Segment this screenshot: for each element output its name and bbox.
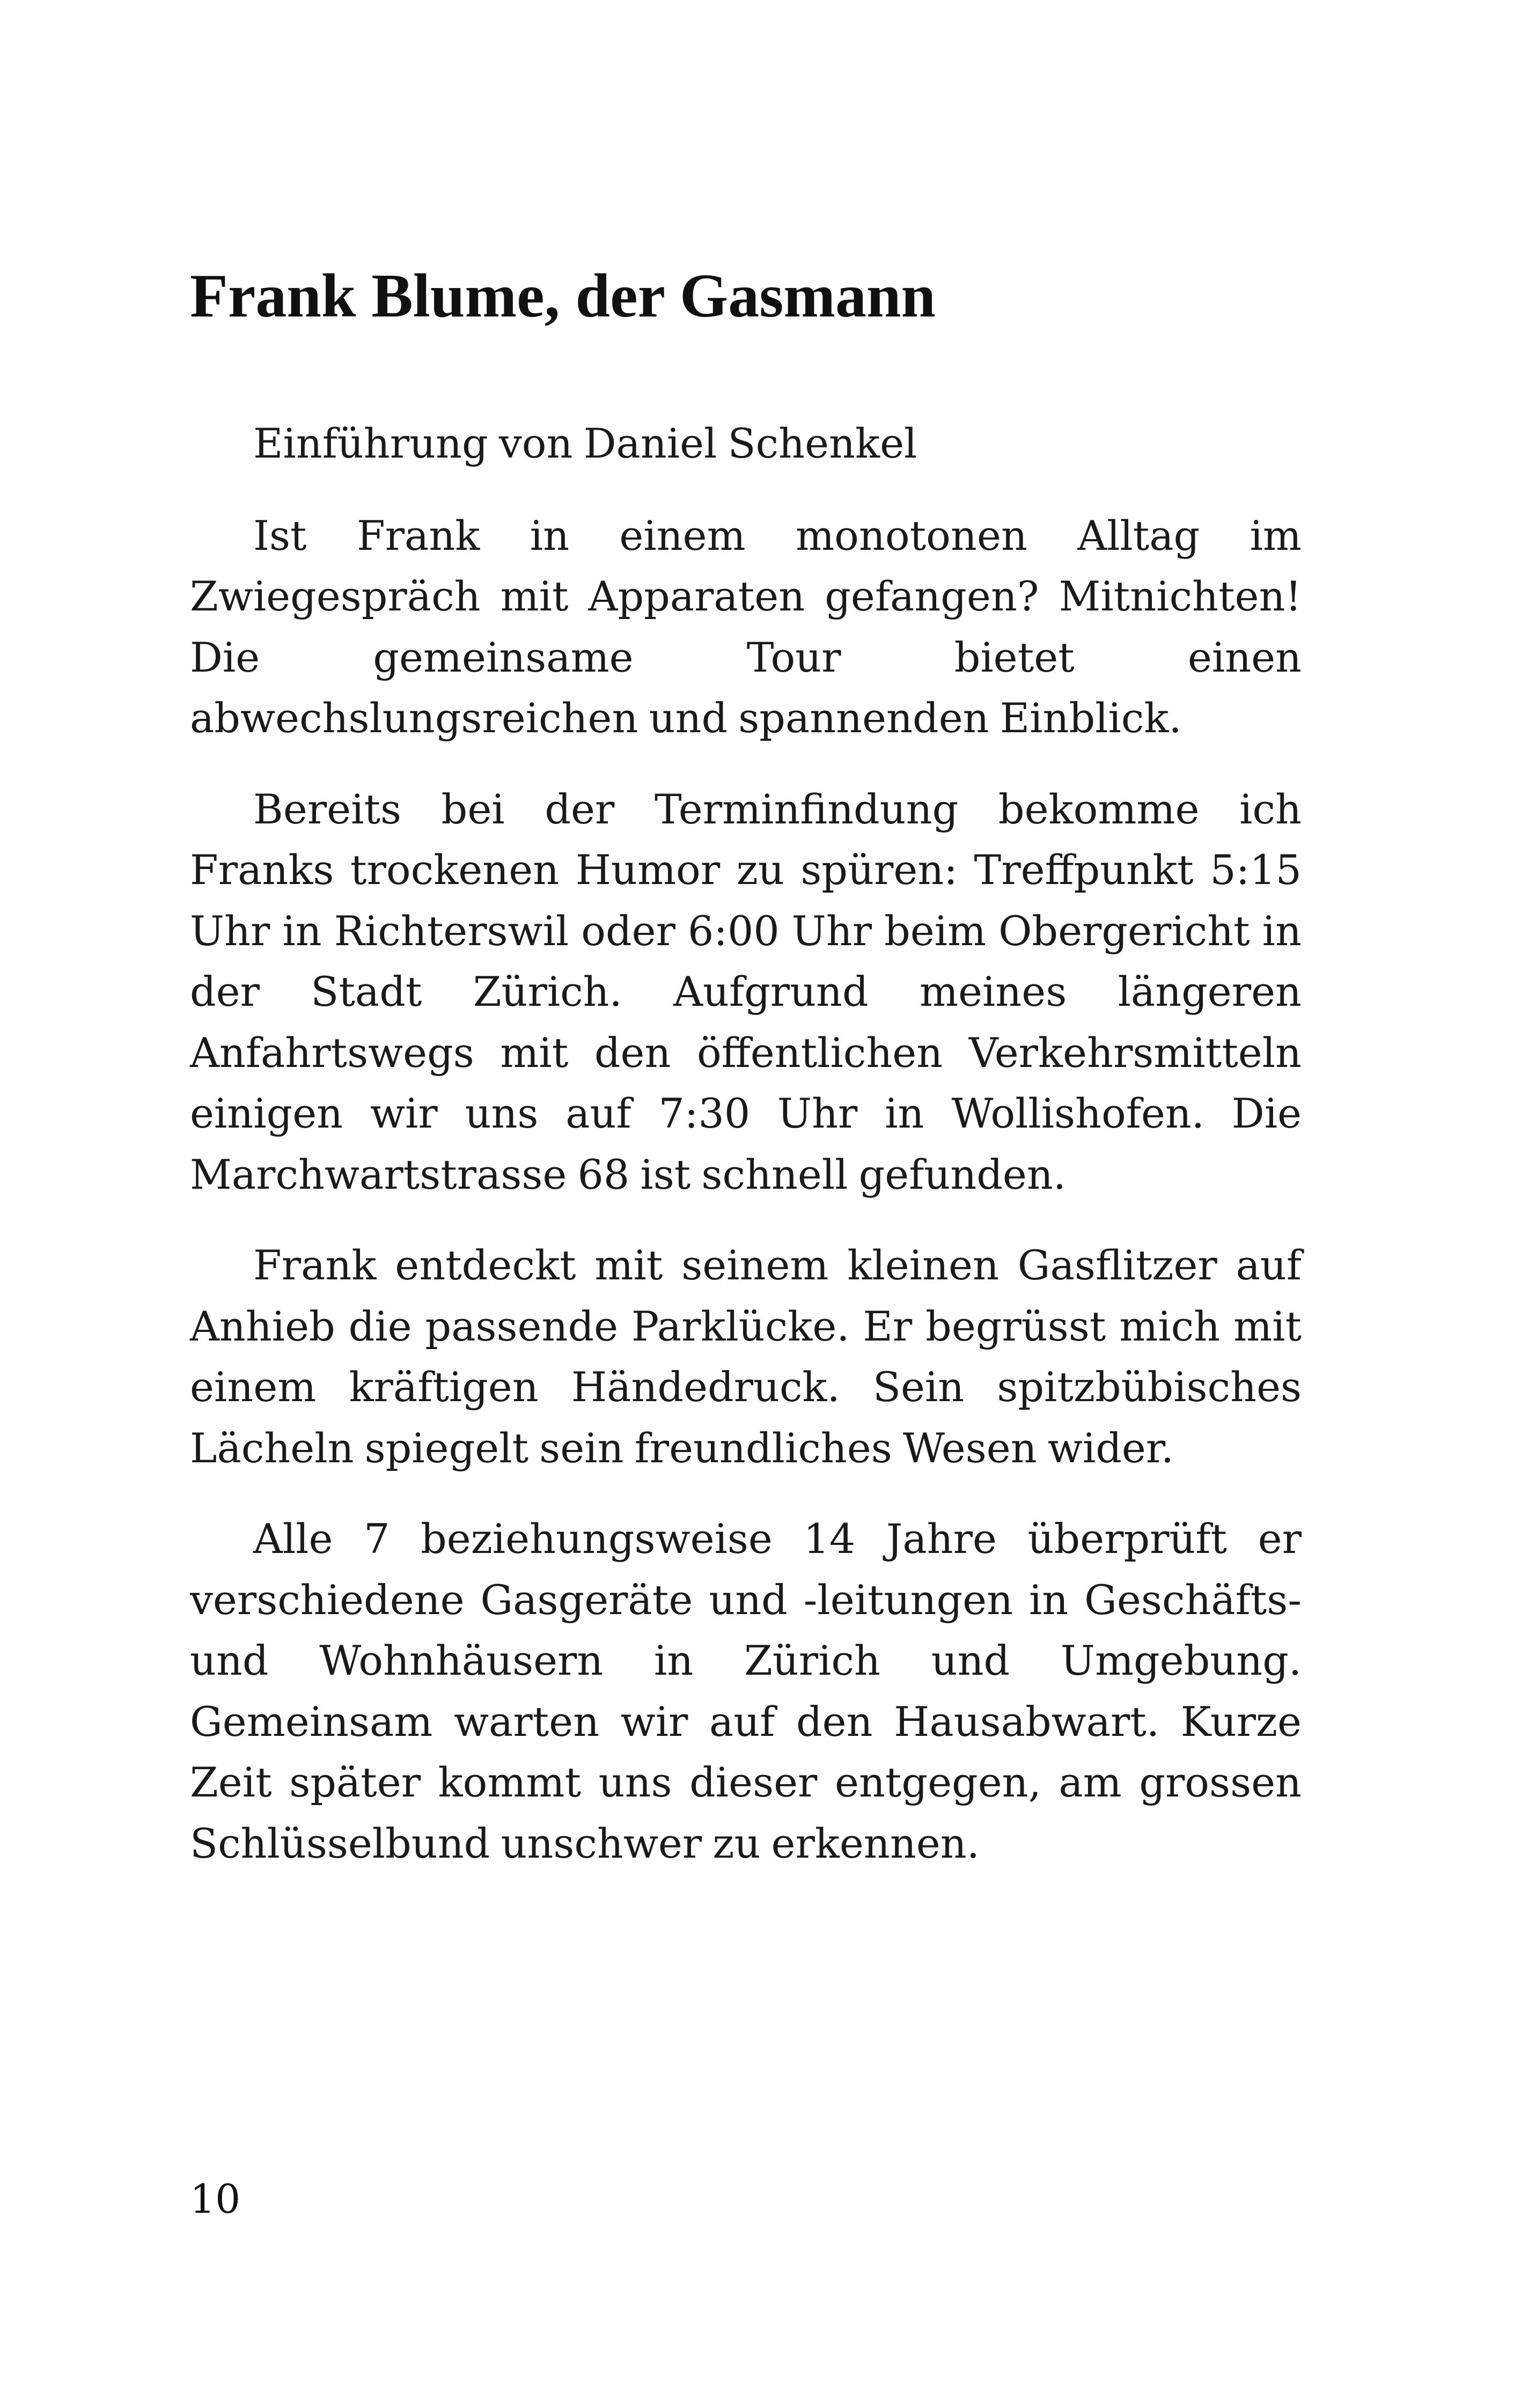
page-number: 10 [190,2176,241,2222]
paragraph-1: Ist Frank in einem monotonen Alltag im Zwiegespräch mit Apparaten gefangen? Mitnichten! Die gemeinsame Tour bietet einen abwechslungsreichen und spannenden Einblick. [190,511,1302,742]
paragraph-4: Alle 7 beziehungsweise 14 Jahre überprüft er verschiedene Gasgeräte und -leitungen in Geschäfts- und Wohnhäusern in Zürich und Umgebung. Gemeinsam warten wir auf den Hausabwart. Kurze Zeit später kommt uns dieser entgegen, am grossen Schlüsselbund unschwer zu erkennen. [190,1515,1302,1867]
paragraph-3: Frank entdeckt mit seinem kleinen Gasflitzer auf Anhieb die passende Parklücke. Er begrüsst mich mit einem kräftigen Händedruck. Sein spitzbübisches Lächeln spiegelt sein freundliches Wesen wider. [190,1241,1302,1472]
paragraph-2: Bereits bei der Terminfindung bekomme ich Franks trockenen Humor zu spüren: Treffpunkt 5:15 Uhr in Richterswil oder 6:00 Uhr beim Obergericht in der Stadt Zürich. Aufgrund meines längeren Anfahrtswegs mit den öffentlichen Verkehrsmitteln einigen wir uns auf 7:30 Uhr in Wollishofen. Die Marchwartstrasse 68 ist schnell gefunden. [190,785,1302,1198]
chapter-body [190,413,1302,1904]
book-page [190,0,1302,2408]
chapter-title: Frank Blume, der Gasmann [190,262,936,330]
intro-line: Einführung von Daniel Schenkel [253,419,917,467]
